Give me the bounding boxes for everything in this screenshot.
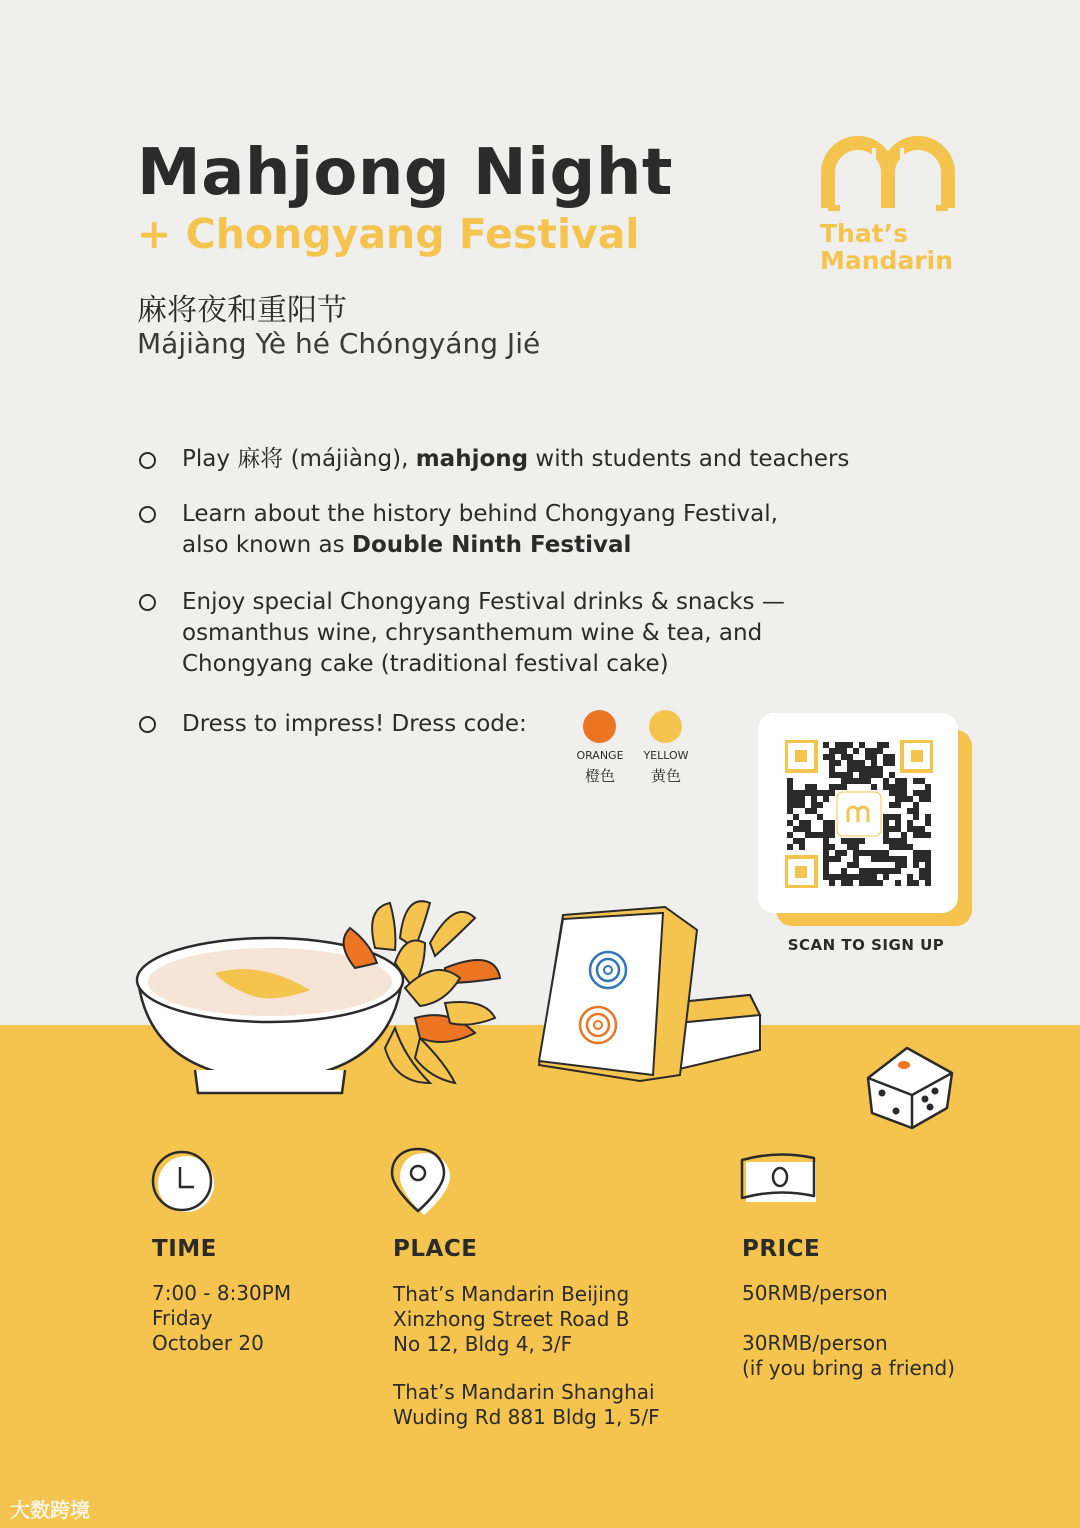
qr-module	[811, 784, 817, 790]
qr-module	[829, 832, 835, 838]
bullet-marker	[139, 452, 156, 469]
qr-module	[919, 868, 925, 874]
qr-module	[793, 814, 799, 820]
qr-module	[871, 772, 877, 778]
qr-module	[859, 760, 865, 766]
bullet-line: osmanthus wine, chrysanthemum wine & tea, and	[182, 620, 763, 646]
qr-module	[895, 826, 901, 832]
qr-module	[829, 790, 835, 796]
qr-module	[787, 820, 793, 826]
qr-module	[829, 760, 835, 766]
qr-module	[823, 790, 829, 796]
qr-module	[913, 862, 919, 868]
qr-module	[883, 784, 889, 790]
qr-module	[823, 754, 829, 760]
qr-module	[889, 790, 895, 796]
qr-module	[829, 754, 835, 760]
bullet-text: with students and teachers	[528, 446, 850, 472]
qr-module	[913, 826, 919, 832]
qr-module	[889, 802, 895, 808]
qr-module	[811, 790, 817, 796]
yellow-swatch	[649, 710, 682, 743]
bullet-text: also known as	[182, 532, 352, 558]
qr-module	[847, 754, 853, 760]
qr-module	[895, 790, 901, 796]
qr-module	[847, 772, 853, 778]
qr-module	[877, 766, 883, 772]
qr-module	[925, 856, 931, 862]
qr-module	[919, 856, 925, 862]
bullet-drinks-snacks	[182, 587, 785, 680]
qr-module	[799, 790, 805, 796]
qr-module	[901, 790, 907, 796]
qr-module	[829, 856, 835, 862]
price-heading: PRICE	[742, 1236, 821, 1262]
qr-module	[787, 832, 793, 838]
qr-module	[859, 868, 865, 874]
watermark: 大数跨境	[10, 1498, 90, 1522]
qr-module	[859, 874, 865, 880]
qr-module	[925, 868, 931, 874]
place-line: Wuding Rd 881 Bldg 1, 5/F	[393, 1405, 660, 1429]
qr-module	[787, 784, 793, 790]
qr-module	[913, 778, 919, 784]
qr-module	[883, 778, 889, 784]
qr-module	[829, 844, 835, 850]
qr-module	[835, 760, 841, 766]
qr-module	[835, 874, 841, 880]
qr-module	[877, 748, 883, 754]
qr-module	[865, 778, 871, 784]
qr-module	[829, 880, 835, 886]
qr-module	[817, 814, 823, 820]
time-line: October 20	[152, 1331, 264, 1355]
qr-module	[907, 808, 913, 814]
qr-module	[817, 832, 823, 838]
qr-module	[865, 748, 871, 754]
qr-module	[889, 784, 895, 790]
qr-module	[841, 874, 847, 880]
qr-module	[847, 766, 853, 772]
qr-module	[787, 778, 793, 784]
qr-module	[799, 820, 805, 826]
qr-module	[829, 784, 835, 790]
qr-module	[823, 856, 829, 862]
qr-module	[895, 844, 901, 850]
qr-module	[913, 856, 919, 862]
qr-module	[841, 778, 847, 784]
qr-module	[865, 754, 871, 760]
qr-module	[877, 856, 883, 862]
qr-module	[841, 754, 847, 760]
qr-module	[889, 772, 895, 778]
bullet-marker	[139, 716, 156, 733]
qr-module	[889, 826, 895, 832]
qr-module	[901, 832, 907, 838]
qr-module	[823, 874, 829, 880]
qr-module	[859, 778, 865, 784]
bullet-bold-text: mahjong	[415, 446, 529, 472]
bullet-line	[182, 530, 778, 561]
qr-module	[835, 748, 841, 754]
price-line: 30RMB/person	[742, 1331, 888, 1355]
qr-module	[883, 838, 889, 844]
qr-module	[859, 880, 865, 886]
qr-module	[865, 868, 871, 874]
qr-module	[907, 796, 913, 802]
qr-module	[793, 802, 799, 808]
qr-module	[823, 742, 829, 748]
qr-module	[883, 760, 889, 766]
qr-module	[883, 820, 889, 826]
qr-module	[895, 796, 901, 802]
qr-module	[799, 838, 805, 844]
qr-module	[793, 796, 799, 802]
qr-module	[841, 784, 847, 790]
qr-module	[859, 766, 865, 772]
qr-module	[853, 850, 859, 856]
price-line: (if you bring a friend)	[742, 1356, 955, 1380]
pinyin-title: Májiàng Yè hé Chóngyáng Jié	[137, 327, 541, 360]
qr-module	[853, 856, 859, 862]
qr-module	[823, 862, 829, 868]
qr-module	[895, 868, 901, 874]
qr-module	[793, 790, 799, 796]
qr-module	[895, 784, 901, 790]
qr-module	[919, 874, 925, 880]
qr-module	[889, 754, 895, 760]
logo-wordmark	[820, 220, 953, 274]
qr-module	[865, 772, 871, 778]
qr-module	[829, 748, 835, 754]
qr-module	[919, 778, 925, 784]
dice-illustration	[862, 1043, 957, 1131]
qr-module	[913, 814, 919, 820]
event-title: Mahjong Night	[137, 136, 673, 210]
qr-module	[853, 760, 859, 766]
qr-module	[925, 874, 931, 880]
qr-module	[925, 820, 931, 826]
qr-module	[859, 742, 865, 748]
qr-module	[871, 760, 877, 766]
qr-module	[925, 862, 931, 868]
qr-module	[883, 868, 889, 874]
qr-module	[853, 766, 859, 772]
qr-module	[865, 874, 871, 880]
qr-module	[829, 874, 835, 880]
qr-module	[907, 880, 913, 886]
qr-module	[871, 868, 877, 874]
qr-module	[919, 790, 925, 796]
qr-module	[889, 838, 895, 844]
place-line: That’s Mandarin Beijing	[393, 1282, 630, 1306]
qr-module	[787, 844, 793, 850]
qr-module	[877, 772, 883, 778]
qr-module	[871, 874, 877, 880]
scan-to-sign-up-label: SCAN TO SIGN UP	[787, 936, 945, 954]
qr-module	[805, 790, 811, 796]
time-line: 7:00 - 8:30PM	[152, 1281, 292, 1305]
qr-module	[883, 814, 889, 820]
qr-module	[895, 862, 901, 868]
orange-label-zh: 橙色	[584, 767, 615, 785]
qr-module	[805, 808, 811, 814]
qr-module	[787, 790, 793, 796]
qr-module	[847, 778, 853, 784]
qr-module	[799, 826, 805, 832]
qr-module	[799, 802, 805, 808]
qr-module	[883, 826, 889, 832]
qr-module	[793, 826, 799, 832]
qr-module	[787, 796, 793, 802]
chrysanthemum-illustration	[335, 888, 510, 1088]
price-line: 50RMB/person	[742, 1281, 888, 1305]
qr-module	[811, 832, 817, 838]
orange-label-en: ORANGE	[576, 749, 624, 762]
qr-module	[871, 880, 877, 886]
qr-module	[913, 802, 919, 808]
qr-module	[883, 850, 889, 856]
qr-module	[847, 880, 853, 886]
qr-module	[913, 832, 919, 838]
qr-module	[835, 856, 841, 862]
bullet-line: Chongyang cake (traditional festival cake)	[182, 651, 669, 677]
qr-module	[895, 814, 901, 820]
qr-module	[847, 874, 853, 880]
qr-module	[901, 784, 907, 790]
qr-code-icon[interactable]	[785, 740, 933, 888]
qr-module	[889, 760, 895, 766]
qr-module	[847, 742, 853, 748]
qr-module	[889, 814, 895, 820]
qr-module	[823, 826, 829, 832]
qr-module	[823, 850, 829, 856]
qr-module	[859, 850, 865, 856]
qr-module	[871, 748, 877, 754]
qr-module	[913, 790, 919, 796]
qr-module	[877, 868, 883, 874]
clock-icon	[150, 1150, 218, 1215]
qr-module	[799, 796, 805, 802]
bullet-marker	[139, 594, 156, 611]
place-line: No 12, Bldg 4, 3/F	[393, 1332, 573, 1356]
qr-module	[805, 820, 811, 826]
qr-module	[895, 838, 901, 844]
qr-module	[847, 844, 853, 850]
qr-module	[871, 784, 877, 790]
qr-module	[853, 838, 859, 844]
qr-module	[799, 844, 805, 850]
qr-module	[883, 856, 889, 862]
qr-module	[805, 832, 811, 838]
qr-module	[823, 844, 829, 850]
qr-module	[829, 826, 835, 832]
qr-module	[835, 850, 841, 856]
qr-module	[841, 742, 847, 748]
qr-module	[907, 844, 913, 850]
bullet-marker	[139, 506, 156, 523]
qr-module	[829, 772, 835, 778]
qr-module	[877, 742, 883, 748]
qr-module	[817, 790, 823, 796]
qr-module	[895, 778, 901, 784]
qr-module	[817, 802, 823, 808]
chinese-title: 麻将夜和重阳节	[137, 293, 347, 328]
qr-module	[841, 850, 847, 856]
qr-module	[847, 862, 853, 868]
qr-module	[841, 868, 847, 874]
place-heading: PLACE	[393, 1236, 478, 1262]
qr-module	[883, 742, 889, 748]
qr-module	[853, 844, 859, 850]
bullet-line: Learn about the history behind Chongyang Festival,	[182, 501, 778, 527]
qr-module	[859, 838, 865, 844]
qr-module	[787, 802, 793, 808]
qr-module	[919, 850, 925, 856]
bullet-bold-text: Double Ninth Festival	[351, 532, 632, 558]
qr-module	[811, 796, 817, 802]
logo-line-1: That’s	[820, 219, 909, 248]
qr-module	[925, 880, 931, 886]
bullet-learn-history	[182, 499, 778, 561]
qr-module	[871, 754, 877, 760]
qr-module	[883, 874, 889, 880]
qr-module	[823, 838, 829, 844]
qr-module	[805, 826, 811, 832]
qr-module	[925, 814, 931, 820]
qr-module	[865, 766, 871, 772]
qr-module	[895, 820, 901, 826]
place-line: That’s Mandarin Shanghai	[393, 1380, 655, 1404]
qr-module	[853, 778, 859, 784]
qr-module	[835, 784, 841, 790]
qr-module	[919, 796, 925, 802]
qr-module	[829, 766, 835, 772]
bullet-text: Play 麻将 (májiàng),	[182, 446, 416, 472]
qr-module	[787, 808, 793, 814]
qr-module	[901, 856, 907, 862]
qr-module	[847, 838, 853, 844]
time-heading: TIME	[152, 1236, 217, 1262]
qr-module	[889, 856, 895, 862]
logo-line-2: Mandarin	[820, 246, 954, 275]
qr-module	[883, 832, 889, 838]
qr-module	[895, 880, 901, 886]
qr-module	[877, 850, 883, 856]
qr-module	[877, 880, 883, 886]
qr-module	[847, 760, 853, 766]
banknote-icon	[738, 1152, 820, 1207]
qr-module	[907, 820, 913, 826]
qr-module	[895, 856, 901, 862]
qr-module	[889, 844, 895, 850]
bullet-dress-code: Dress to impress! Dress code:	[182, 711, 527, 737]
qr-module	[889, 868, 895, 874]
qr-module	[901, 778, 907, 784]
qr-module	[871, 850, 877, 856]
qr-module	[835, 742, 841, 748]
qr-module	[823, 868, 829, 874]
qr-module	[901, 796, 907, 802]
location-pin-icon	[388, 1145, 453, 1220]
qr-module	[919, 826, 925, 832]
qr-module	[901, 844, 907, 850]
qr-module	[913, 880, 919, 886]
qr-module	[811, 808, 817, 814]
qr-module	[841, 772, 847, 778]
qr-module	[829, 820, 835, 826]
qr-module	[901, 862, 907, 868]
qr-module	[823, 832, 829, 838]
qr-module	[907, 826, 913, 832]
qr-module	[853, 748, 859, 754]
qr-module	[895, 802, 901, 808]
bullet-line: Enjoy special Chongyang Festival drinks & snacks —	[182, 589, 785, 615]
mahjong-tiles-illustration	[535, 905, 765, 1090]
qr-module	[913, 808, 919, 814]
qr-module	[925, 784, 931, 790]
qr-module	[823, 820, 829, 826]
yellow-label-zh: 黄色	[650, 767, 681, 785]
qr-module	[853, 874, 859, 880]
qr-module	[865, 850, 871, 856]
qr-module	[859, 772, 865, 778]
qr-module	[883, 754, 889, 760]
qr-module	[793, 838, 799, 844]
qr-module	[925, 790, 931, 796]
orange-swatch	[583, 710, 616, 743]
qr-module	[913, 850, 919, 856]
qr-module	[841, 880, 847, 886]
qr-module	[907, 874, 913, 880]
qr-module	[871, 856, 877, 862]
time-line: Friday	[152, 1306, 213, 1330]
qr-module	[811, 802, 817, 808]
qr-module	[805, 784, 811, 790]
qr-module	[925, 850, 931, 856]
qr-module	[841, 838, 847, 844]
qr-module	[853, 862, 859, 868]
qr-module	[871, 766, 877, 772]
yellow-label-en: YELLOW	[643, 749, 689, 762]
qr-module	[865, 880, 871, 886]
place-line: Xinzhong Street Road B	[393, 1307, 630, 1331]
qr-module	[841, 748, 847, 754]
qr-module	[901, 838, 907, 844]
event-subtitle: + Chongyang Festival	[137, 210, 640, 258]
bullet-play-mahjong	[182, 444, 849, 475]
qr-module	[835, 772, 841, 778]
qr-module	[925, 796, 931, 802]
qr-module	[823, 796, 829, 802]
qr-module	[919, 832, 925, 838]
qr-module	[925, 832, 931, 838]
